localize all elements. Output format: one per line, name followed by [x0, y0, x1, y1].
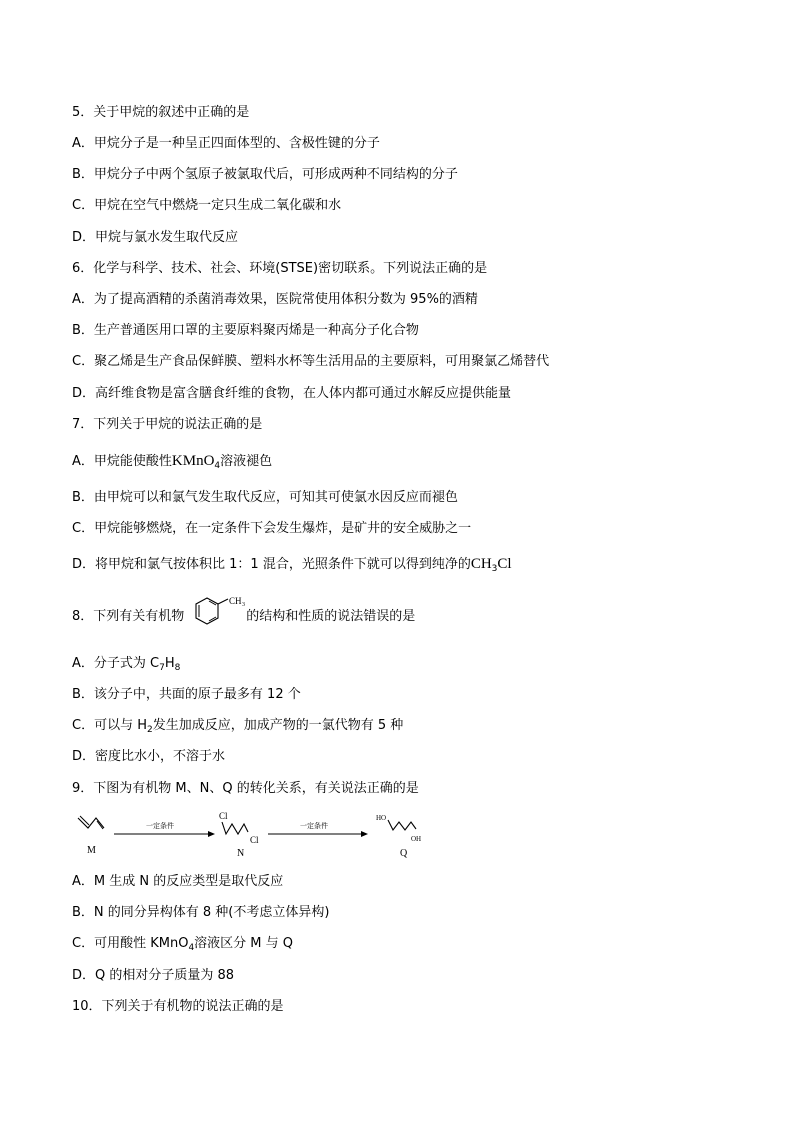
- condition-label-1: 一定条件: [146, 822, 174, 830]
- label-q: Q: [400, 848, 408, 859]
- q8-stem-suffix: 的结构和性质的说法错误的是: [246, 609, 416, 624]
- h2-subscript: 2: [147, 725, 153, 735]
- q8-option-c-prefix: C．可以与 H: [72, 718, 147, 733]
- q7-option-d-prefix: D．将甲烷和氯气按体积比 1：1 混合，光照条件下就可以得到纯净的: [72, 557, 471, 572]
- q8-stem-prefix: 8．下列有关有机物: [72, 609, 185, 624]
- q8-option-c: [72, 717, 403, 735]
- ch3cl-formula-tail: Cl: [497, 556, 512, 572]
- q10-stem: 10．下列关于有机物的说法正确的是: [72, 999, 284, 1014]
- ch3cl-formula: CH: [470, 556, 492, 572]
- reaction-scheme: [70, 810, 450, 862]
- q8-formula-sub-8: 8: [174, 663, 181, 673]
- q8-formula-h: H: [164, 656, 175, 671]
- q5-option-b: B．甲烷分子中两个氢原子被氯取代后，可形成两种不同结构的分子: [72, 167, 458, 182]
- condition-label-2: 一定条件: [300, 822, 328, 830]
- kmno4-formula: KMnO: [171, 453, 215, 469]
- q6-option-a: A．为了提高酒精的杀菌消毒效果，医院常使用体积分数为 95%的酒精: [72, 292, 478, 307]
- q7-option-c: C．甲烷能够燃烧，在一定条件下会发生爆炸，是矿井的安全威胁之一: [72, 521, 472, 536]
- toluene-ch3-label: CH: [229, 596, 242, 606]
- q7-option-a-prefix: A．甲烷能使酸性: [72, 454, 172, 469]
- q9-option-d: D．Q 的相对分子质量为 88: [72, 968, 235, 983]
- q7-option-d: [72, 555, 512, 574]
- q9-option-a: A．M 生成 N 的反应类型是取代反应: [72, 874, 284, 889]
- q9-option-c: [72, 935, 293, 953]
- q7-option-b: B．由甲烷可以和氯气发生取代反应，可知其可使氯水因反应而褪色: [72, 490, 458, 505]
- q6-stem: 6．化学与科学、技术、社会、环境(STSE)密切联系。下列说法正确的是: [72, 261, 488, 276]
- q6-option-d: D．高纤维食物是富含膳食纤维的食物，在人体内都可通过水解反应提供能量: [72, 386, 512, 401]
- q-ho: HO: [376, 814, 387, 822]
- q8-option-d: D．密度比水小，不溶于水: [72, 749, 226, 764]
- label-m: M: [87, 845, 96, 856]
- toluene-structure: [188, 594, 254, 640]
- q9-stem: 9．下图为有机物 M、N、Q 的转化关系，有关说法正确的是: [72, 781, 419, 796]
- q8-option-c-suffix: 发生加成反应，加成产物的一氯代物有 5 种: [152, 718, 404, 733]
- q6-option-c: C．聚乙烯是生产食品保鲜膜、塑料水杯等生活用品的主要原料，可用聚氯乙烯替代: [72, 354, 550, 369]
- n-cl-top: Cl: [219, 811, 228, 821]
- molecule-q: [376, 814, 421, 859]
- reaction-arrow-1: [114, 821, 215, 837]
- n-cl-bottom: Cl: [250, 835, 259, 845]
- q8-option-a: [72, 655, 180, 673]
- q8-option-a-prefix: A．分子式为 C: [72, 656, 160, 671]
- q9-option-c-prefix: C．可用酸性 KMnO: [72, 936, 189, 951]
- kmno4-subscript: 4: [214, 461, 221, 471]
- label-n: N: [237, 848, 245, 859]
- q7-stem: 7．下列关于甲烷的说法正确的是: [72, 417, 263, 432]
- molecule-n: [219, 811, 259, 859]
- reaction-arrow-2: [268, 821, 368, 837]
- toluene-ch3-subscript: 3: [242, 602, 245, 608]
- q5-option-a: A．甲烷分子是一种呈正四面体型的、含极性键的分子: [72, 136, 380, 151]
- q5-option-c: C．甲烷在空气中燃烧一定只生成二氧化碳和水: [72, 198, 342, 213]
- q7-option-a: [72, 452, 272, 471]
- molecule-m: [78, 816, 104, 856]
- q8-option-b: B．该分子中，共面的原子最多有 12 个: [72, 687, 301, 702]
- q8-formula-sub-7: 7: [159, 663, 165, 673]
- q5-stem: 5．关于甲烷的叙述中正确的是: [72, 105, 250, 120]
- ch3cl-subscript: 3: [491, 564, 498, 574]
- q9-option-b: B．N 的同分异构体有 8 种(不考虑立体异构): [72, 905, 330, 920]
- q9-option-c-suffix: 溶液区分 M 与 Q: [194, 936, 294, 951]
- q9-kmno4-subscript: 4: [188, 943, 195, 953]
- q7-option-a-suffix: 溶液褪色: [220, 454, 273, 469]
- q-oh: OH: [411, 835, 422, 843]
- q5-option-d: D．甲烷与氯水发生取代反应: [72, 230, 239, 245]
- q6-option-b: B．生产普通医用口罩的主要原料聚丙烯是一种高分子化合物: [72, 323, 419, 338]
